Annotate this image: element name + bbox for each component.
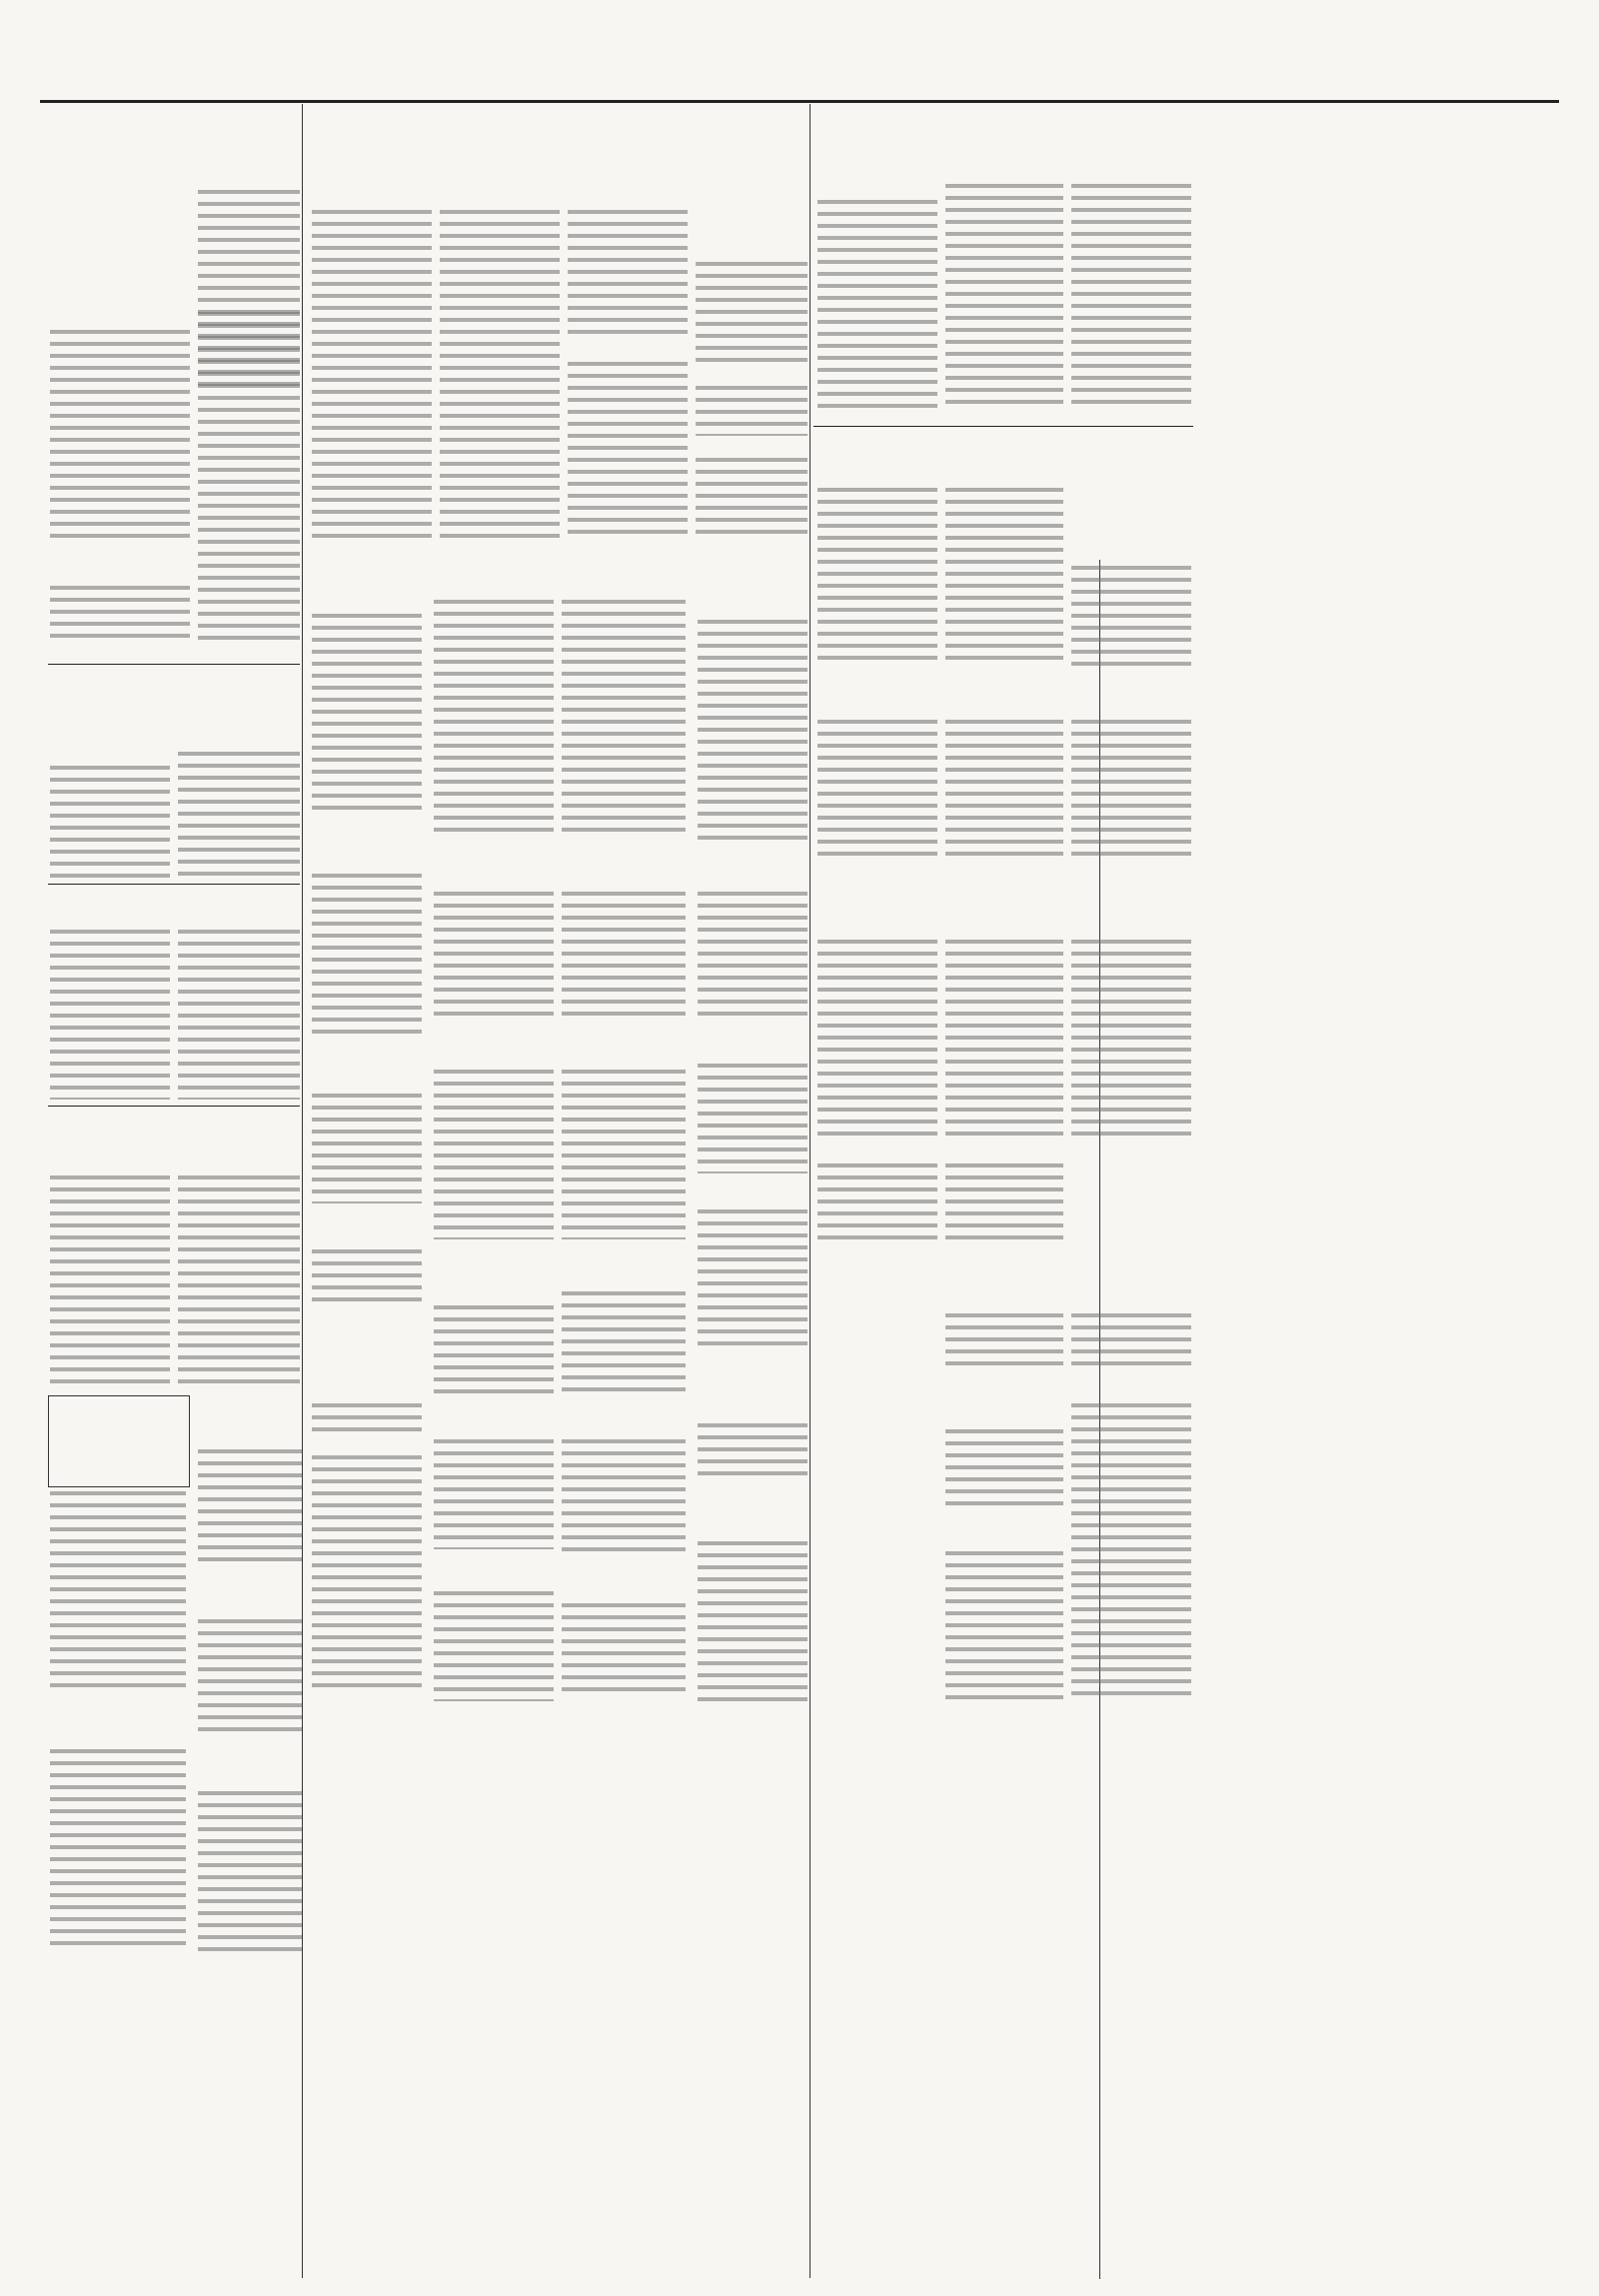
article-marshall-body-3 [198, 312, 300, 642]
article-tebe-body-2 [178, 930, 300, 1100]
article-acheson-body-5 [945, 1163, 1063, 1247]
article-strike-body-6 [696, 386, 807, 436]
article-children-body-2 [562, 1291, 686, 1395]
article-courts-body [434, 1070, 554, 1239]
article-students-body [198, 1791, 302, 1951]
article-visit-body-3 [1071, 184, 1191, 410]
article-mideast-body [1071, 1313, 1191, 1373]
article-acheson-body [817, 940, 937, 1140]
section-rule [813, 426, 1193, 427]
article-pact-body [312, 1403, 422, 1433]
article-deathpen-body [50, 1749, 186, 1949]
article-strike-body-1 [312, 210, 432, 540]
article-attack-body-2 [945, 488, 1063, 668]
article-railway-body [198, 1619, 302, 1739]
article-acheson-body-2 [945, 940, 1063, 1140]
section-rule [48, 1106, 300, 1107]
column-divider [302, 104, 303, 2278]
article-marshall-body [50, 330, 190, 540]
article-news-body [1071, 1403, 1191, 1703]
article-municipal-body-3 [1071, 720, 1191, 860]
article-italians-body [698, 620, 807, 840]
article-briton-body [50, 766, 170, 878]
article-acheson-body-4 [817, 1163, 937, 1247]
article-strike-body-7 [696, 458, 807, 540]
article-tax-body [434, 600, 554, 840]
article-gsee-body-2 [178, 1175, 300, 1389]
article-raisin-body [698, 1209, 807, 1349]
article-bombing-body [698, 1541, 807, 1701]
article-briton-body-2 [178, 752, 300, 878]
article-visit-body [817, 200, 937, 410]
section-rule [48, 884, 300, 885]
article-papandreou-body [434, 892, 554, 1022]
article-strike-body-2 [440, 210, 560, 540]
article-visit-body-2 [945, 184, 1063, 410]
masthead-rule [40, 100, 1559, 103]
article-gsee-body [50, 1175, 170, 1389]
article-papandreou-body-2 [562, 892, 686, 1022]
article-repatriation-body [698, 892, 807, 1022]
article-civilwar-body [945, 1313, 1063, 1373]
column-divider [809, 104, 810, 2278]
article-govcouncil-body [698, 1064, 807, 1173]
article-pact-body-2 [312, 1455, 422, 1695]
section-rule [48, 664, 300, 665]
article-children-body [434, 1305, 554, 1395]
article-strike-body-4 [568, 362, 688, 540]
article-tebe-body [50, 930, 170, 1100]
article-acheson-body-3 [1071, 940, 1191, 1140]
article-fire-body [434, 1591, 554, 1701]
article-courts-body-2 [562, 1070, 686, 1239]
article-attack-body [817, 488, 937, 668]
article-strike-body-5 [696, 262, 807, 362]
article-trials-body [50, 1491, 186, 1691]
article-marshall-body-2 [50, 586, 190, 646]
article-strike-body-3 [568, 210, 688, 340]
article-tsakalotos-body [562, 1439, 686, 1559]
article-municipal-body [817, 720, 937, 860]
article-tax-body-2 [562, 600, 686, 840]
article-letters-body [312, 1249, 422, 1309]
article-cotton-body [434, 1439, 554, 1549]
article-municipal-body-2 [945, 720, 1063, 860]
article-mallas-body [698, 1423, 807, 1483]
article-basileiades-body [312, 874, 422, 1034]
article-athletics-body [945, 1429, 1063, 1509]
article-strike48-body [198, 1449, 302, 1569]
article-fashion-body [945, 1551, 1063, 1701]
article-officials-body [312, 1094, 422, 1203]
article-attack-body-3 [1071, 566, 1191, 668]
article-yugo-body [312, 614, 422, 810]
article-petrol-body [562, 1603, 686, 1699]
article-trials-box [48, 1395, 190, 1487]
